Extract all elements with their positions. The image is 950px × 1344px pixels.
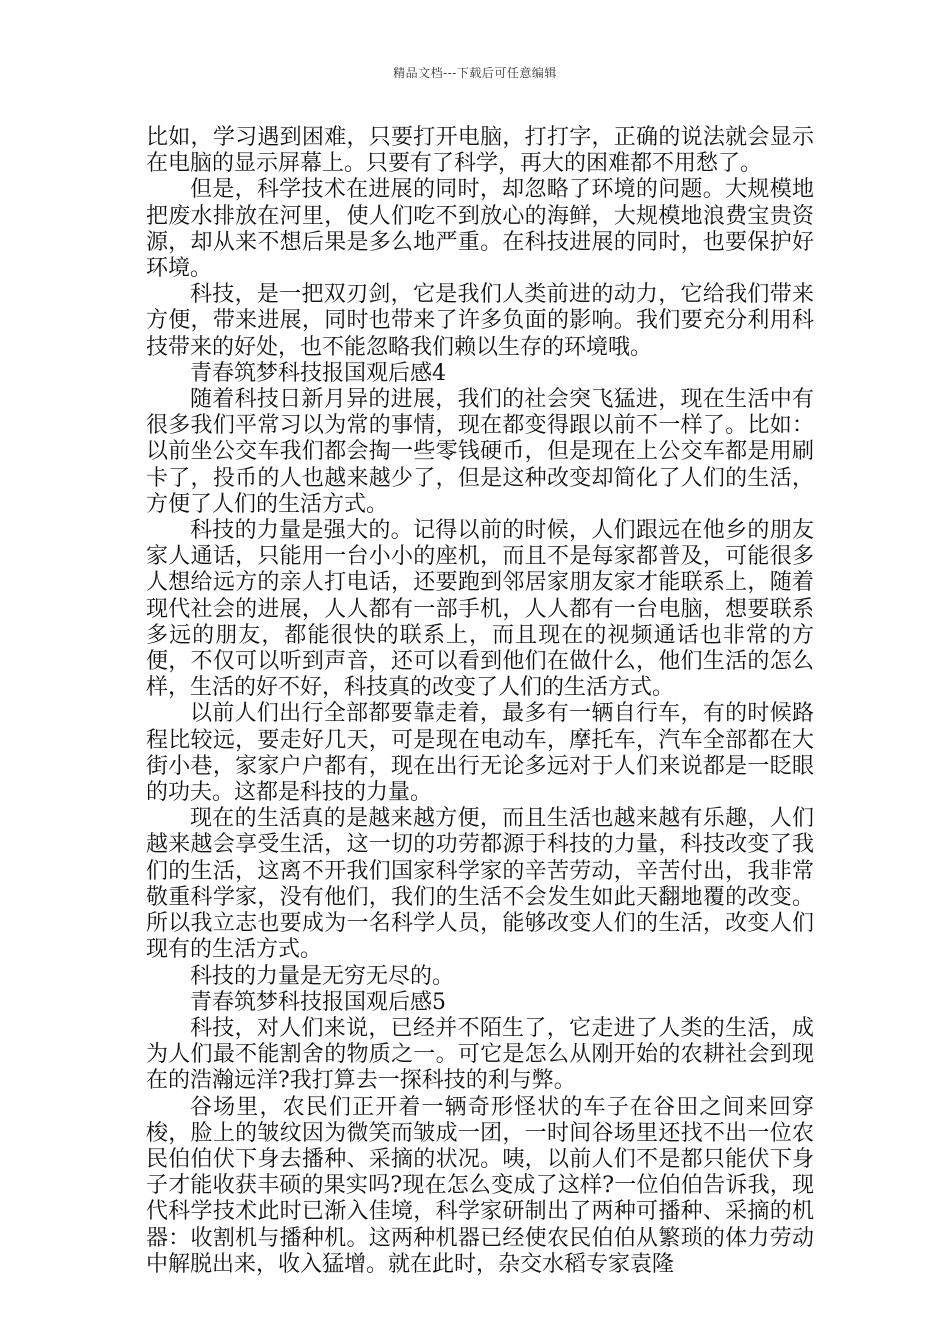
paragraph: 但是，科学技术在进展的同时，却忽略了环境的问题。大规模地把废水排放在河里，使人们吃不到放心的海鲜，大规模地浪费宝贵资源，却从来不想后果是多么地严重。在科技进展的同时，也要保护好环境。 (146, 177, 814, 282)
paragraph: 现在的生活真的是越来越方便，而且生活也越来越有乐趣，人们越来越会享受生活，这一切的功劳都源于科技的力量，科技改变了我们的生活，这离不开我们国家科学家的辛苦劳动，辛苦付出，我非常敬重科学家，没有他们，我们的生活不会发生如此天翻地覆的改变。所以我立志也要成为一名科学人员，能够改变人们的生活，改变人们现有的生活方式。 (146, 806, 814, 963)
paragraph: 科技的力量是无穷无尽的。 (190, 963, 455, 989)
document-body (146, 125, 814, 1278)
paragraph: 科技，对人们来说，已经并不陌生了，它走进了人类的生活，成为人们最不能割舍的物质之一。可它是怎么从刚开始的农耕社会到现在的浩瀚远洋?我打算去一探科技的利与弊。 (146, 1015, 814, 1094)
paragraph: 谷场里，农民们正开着一辆奇形怪状的车子在谷田之间来回穿梭，脸上的皱纹因为微笑而皱成一团，一时间谷场里还找不出一位农民伯伯伏下身去播种、采摘的状况。咦，以前人们不是都只能伏下身子才能收获丰硕的果实吗?现在怎么变成了这样?一位伯伯告诉我，现代科学技术此时已渐入佳境，科学家研制出了两种可播种、采摘的机器：收割机与播种机。这两种机器已经使农民伯伯从繁琐的体力劳动中解脱出来，收入猛增。就在此时，杂交水稻专家袁隆 (146, 1094, 814, 1277)
paragraph: 比如，学习遇到困难，只要打开电脑，打打字，正确的说法就会显示在电脑的显示屏幕上。只要有了科学，再大的困难都不用愁了。 (146, 125, 814, 177)
paragraph: 科技的力量是强大的。记得以前的时候，人们跟远在他乡的朋友家人通话，只能用一台小小的座机，而且不是每家都普及，可能很多人想给远方的亲人打电话，还要跑到邻居家朋友家才能联系上，随着现代社会的进展，人人都有一部手机，人人都有一台电脑，想要联系多远的朋友，都能很快的联系上，而且现在的视频通话也非常的方便，不仅可以听到声音，还可以看到他们在做什么，他们生活的怎么样，生活的好不好，科技真的改变了人们的生活方式。 (146, 518, 814, 701)
section-heading: 青春筑梦科技报国观后感4 (190, 360, 446, 386)
paragraph: 以前人们出行全部都要靠走着，最多有一辆自行车，有的时候路程比较远，要走好几天，可是现在电动车，摩托车，汽车全部都在大街小巷，家家户户都有，现在出行无论多远对于人们来说都是一眨眼的功夫。这都是科技的力量。 (146, 701, 814, 806)
paragraph: 科技，是一把双刃剑，它是我们人类前进的动力，它给我们带来方便，带来进展，同时也带来了许多负面的影响。我们要充分利用科技带来的好处，也不能忽略我们赖以生存的环境哦。 (146, 282, 814, 360)
running-header: 精品文档---下载后可任意编辑 (393, 66, 557, 80)
section-heading: 青春筑梦科技报国观后感5 (190, 989, 446, 1015)
paragraph: 随着科技日新月异的进展，我们的社会突飞猛进，现在生活中有很多我们平常习以为常的事情，现在都变得跟以前不一样了。比如：以前坐公交车我们都会掏一些零钱硬币，但是现在上公交车都是用刷卡了，投币的人也越来越少了，但是这种改变却简化了人们的生活，方便了人们的生活方式。 (146, 387, 814, 517)
